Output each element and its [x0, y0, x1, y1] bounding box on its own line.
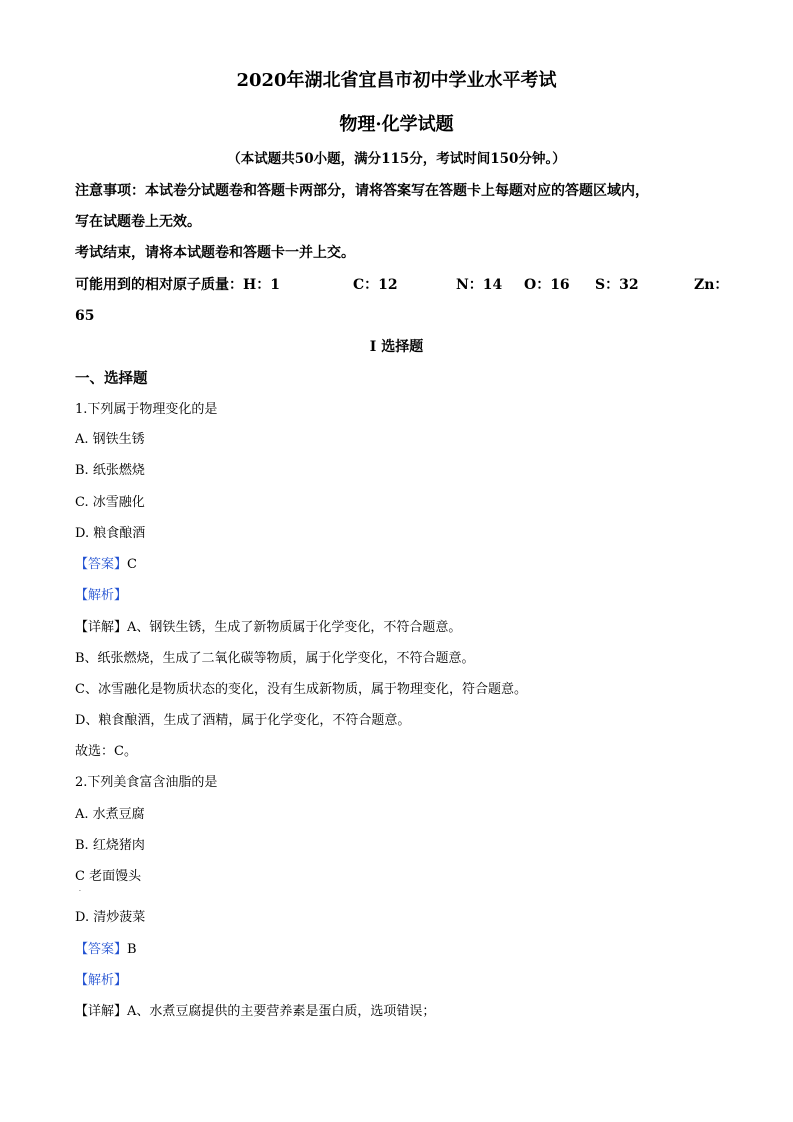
- q2-analysis-tag: 【解析】: [75, 973, 128, 988]
- atomic-mass-zn-value: 65: [75, 308, 95, 324]
- q2-option-c-dot: .: [79, 886, 81, 893]
- atomic-mass-n: N：14: [456, 277, 503, 293]
- q2-detail-a: A、水煮豆腐提供的主要营养素是蛋白质，选项错误；: [127, 1004, 436, 1019]
- q1-detail-a-row: [75, 619, 461, 637]
- q1-analysis-tag: 【解析】: [75, 588, 128, 603]
- q2-answer-row: [75, 941, 137, 959]
- q1-detail-a: A、钢铁生锈，生成了新物质属于化学变化，不符合题意。: [127, 620, 462, 635]
- notice-line-1: 注意事项：本试卷分试题卷和答题卡两部分，请将答案写在答题卡上每题对应的答题区域内，: [75, 183, 649, 199]
- q1-detail-c: C、冰雪融化是物质状态的变化，没有生成新物质，属于物理变化，符合题意。: [75, 682, 527, 697]
- q1-option-b: B. 纸张燃烧: [75, 463, 145, 478]
- q2-option-d: D. 清炒菠菜: [75, 910, 146, 925]
- q1-option-d: D. 粮食酿酒: [75, 526, 146, 541]
- q2-option-a: A. 水煮豆腐: [75, 807, 145, 822]
- q1-detail-b: B、纸张燃烧，生成了二氧化碳等物质，属于化学变化，不符合题意。: [75, 651, 475, 666]
- q1-choice: 故选：C。: [75, 744, 137, 759]
- q1-detail-d: D、粮食酿酒，生成了酒精，属于化学变化，不符合题意。: [75, 713, 411, 728]
- q2-stem: 2.下列美食富含油脂的是: [75, 775, 218, 790]
- section-heading: 一、选择题: [75, 370, 148, 387]
- atomic-mass-zn: Zn：: [694, 277, 729, 293]
- exam-title: 2020年湖北省宜昌市初中学业水平考试: [236, 70, 557, 91]
- q1-stem: 1.下列属于物理变化的是: [75, 402, 218, 417]
- atomic-mass-label: 可能用到的相对原子质量：H：1: [75, 277, 280, 293]
- q1-answer: C: [127, 557, 137, 572]
- section-part: I 选择题: [369, 339, 424, 355]
- exam-subtitle: 物理·化学试题: [339, 114, 454, 135]
- q2-detail-a-row: [75, 1003, 435, 1021]
- q1-answer-row: [75, 556, 137, 574]
- q1-option-c: C. 冰雪融化: [75, 495, 145, 510]
- atomic-mass-row: [0, 276, 793, 296]
- q1-detail-tag: 【详解】: [75, 620, 128, 635]
- q1-option-a: A. 钢铁生锈: [75, 432, 145, 447]
- exam-note: （本试题共50小题，满分115分，考试时间150分钟。）: [227, 151, 566, 167]
- q2-option-c: C 老面馒头: [75, 869, 142, 884]
- q2-option-b: B. 红烧猪肉: [75, 838, 145, 853]
- notice-line-2: 写在试题卷上无效。: [75, 214, 201, 230]
- q1-answer-tag: 【答案】: [75, 557, 128, 572]
- q2-detail-tag: 【详解】: [75, 1004, 128, 1019]
- atomic-mass-c: C：12: [353, 277, 398, 293]
- q2-answer: B: [127, 942, 137, 957]
- q2-answer-tag: 【答案】: [75, 942, 128, 957]
- atomic-mass-s: S：32: [595, 277, 639, 293]
- atomic-mass-o: O：16: [524, 277, 570, 293]
- notice-line-3: 考试结束，请将本试题卷和答题卡一并上交。: [75, 245, 355, 261]
